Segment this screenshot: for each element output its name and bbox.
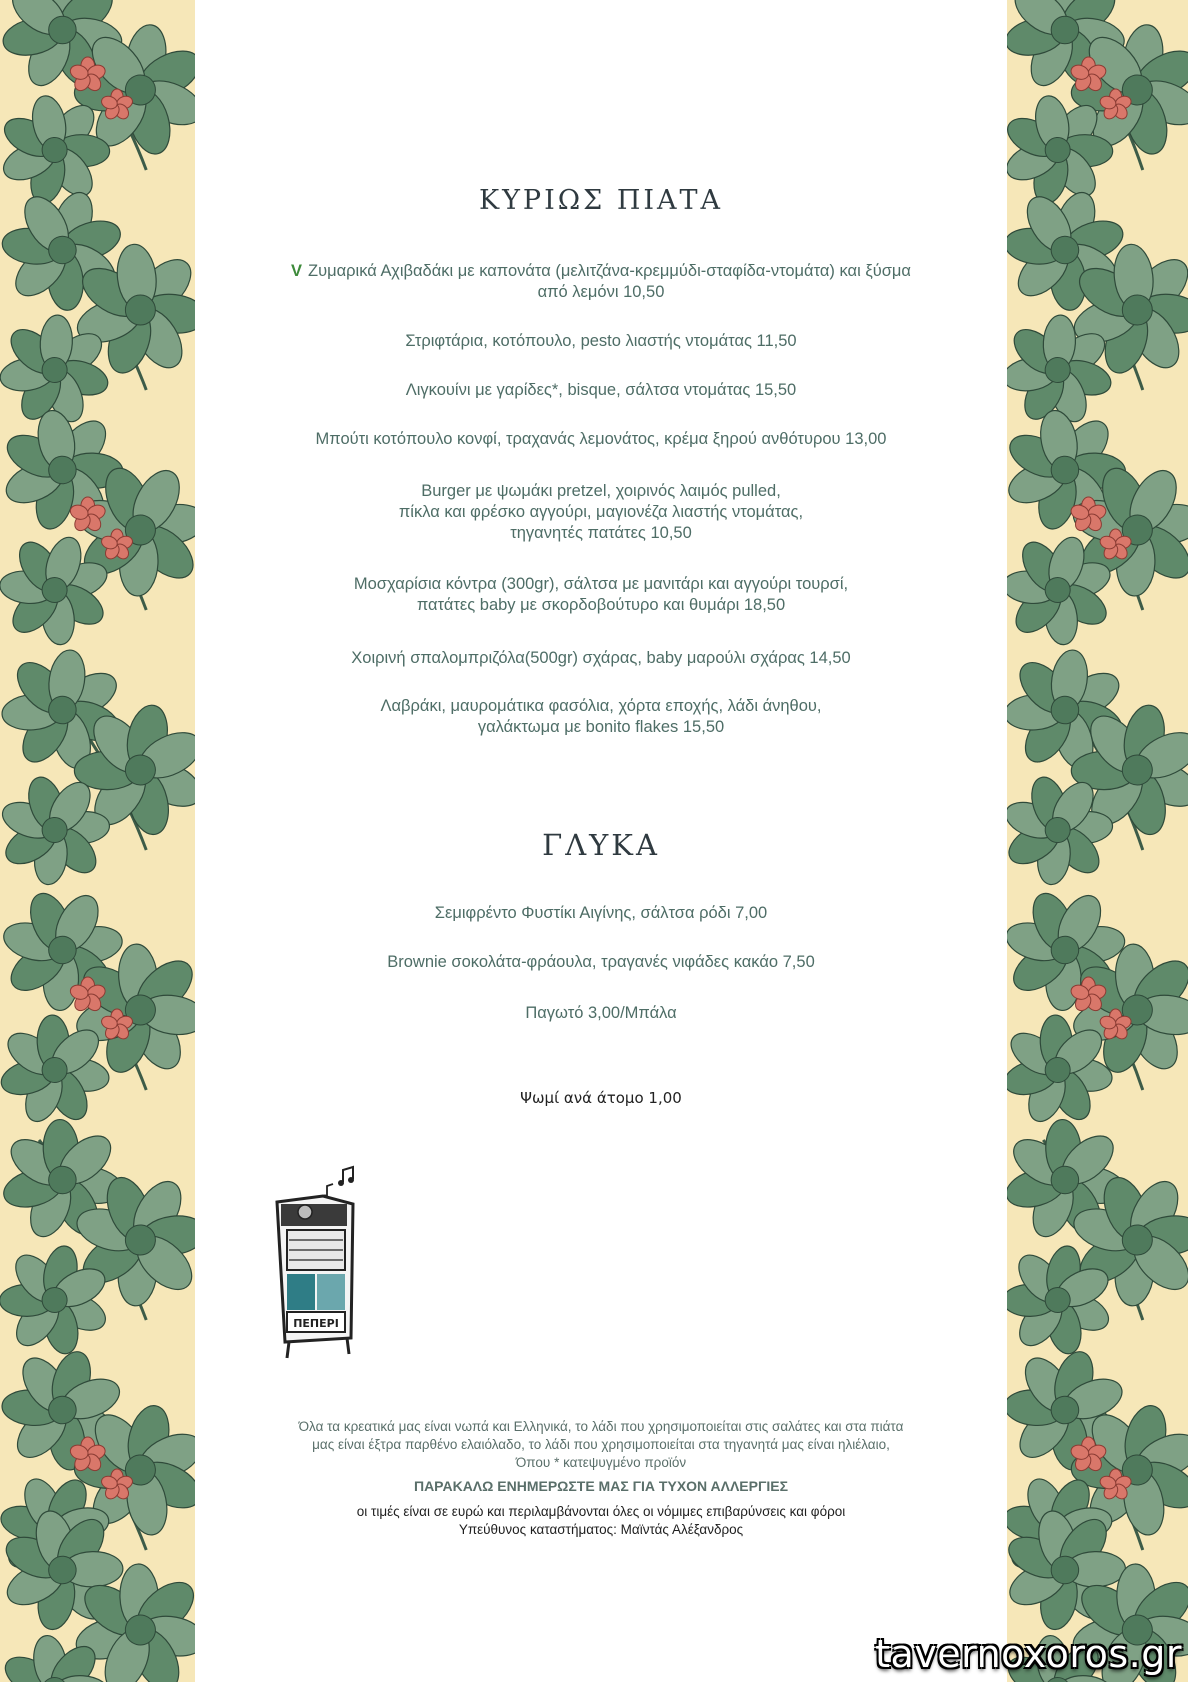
menu-item: Λιγκουίνι με γαρίδες*, bisque, σάλτσα ντομάτας 15,50 <box>405 381 797 399</box>
watermark: tavernoxoros.gr <box>875 1632 1182 1676</box>
ingredient-note: Όλα τα κρεατικά μας είναι νωπά και Ελληνικά, το λάδι που χρησιμοποιείται στις σαλάτες και στα πιάτα μας είναι έξτρα παρθένο ελαιόλαδο, το λάδι που χρησιμοποιείται στα τηγανητά μας είναι ηλιέλαιο, Όπου * κατεψυγμένο προϊόν <box>298 1419 904 1470</box>
menu-item: Burger με ψωμάκι pretzel, χοιρινός λαιμός pulled, πίκλα και φρέσκο αγγούρι, μαγιονέζα λιαστής ντομάτας, τηγανητές πατάτες 10,50 <box>398 482 804 542</box>
right-floral-border <box>1007 0 1188 1682</box>
floral-pattern-right <box>1007 0 1188 1682</box>
left-floral-border <box>0 0 195 1682</box>
menu-item: V Ζυμαρικά Αχιβαδάκι με καπονάτα (μελιτζάνα-κρεμμύδι-σταφίδα-ντομάτα) και ξύσμα από λεμόνι 10,50 <box>291 262 911 301</box>
menu-item: Λαβράκι, μαυρομάτικα φασόλια, χόρτα εποχής, λάδι άνηθου, γαλάκτωμα με bonito flakes 15,50 <box>380 697 822 736</box>
desserts-heading: ΓΛΥΚΑ <box>542 828 660 862</box>
menu-item: Μοσχαρίσια κόντρα (300gr), σάλτσα με μανιτάρι και αγγούρι τουρσί, πατάτες baby με σκορδοβούτυρο και θυμάρι 18,50 <box>353 575 849 614</box>
legal-note: οι τιμές είναι σε ευρώ και περιλαμβάνονται όλες οι νόμιμες επιβαρύνσεις και φόροι Υπεύθυνος καταστήματος: Μαϊντάς Αλέξανδρος <box>356 1504 846 1537</box>
menu-item: Παγωτό 3,00/Μπάλα <box>525 1004 677 1022</box>
main-courses-heading: ΚΥΡΙΩΣ ΠΙΑΤΑ <box>478 185 724 216</box>
menu-item: Μπούτι κοτόπουλο κονφί, τραχανάς λεμονάτος, κρέμα ξηρού ανθότυρου 13,00 <box>315 430 887 448</box>
menu-item: Σεμιφρέντο Φυστίκι Αιγίνης, σάλτσα ρόδι 7,00 <box>434 904 768 922</box>
vegan-mark-icon: V <box>291 262 303 280</box>
menu-item: Brownie σοκολάτα-φράουλα, τραγανές νιφάδες κακάο 7,50 <box>387 953 815 971</box>
menu-content <box>195 0 1007 1682</box>
menu-item: Στριφτάρια, κοτόπουλο, pesto λιαστής ντομάτας 11,50 <box>405 332 797 350</box>
floral-pattern-left <box>0 0 195 1682</box>
logo-text: ΠΕΠΕΡΙ <box>293 1317 339 1330</box>
bread-price: Ψωμί ανά άτομο 1,00 <box>520 1089 682 1107</box>
menu-item: Χοιρινή σπαλομπριζόλα(500gr) σχάρας, baby μαρούλι σχάρας 14,50 <box>351 649 851 667</box>
allergy-notice: ΠΑΡΑΚΑΛΩ ΕΝΗΜΕΡΩΣΤΕ ΜΑΣ ΓΙΑ ΤΥΧΟΝ ΑΛΛΕΡΓΙΕΣ <box>413 1478 789 1494</box>
jukebox-icon <box>265 1160 385 1360</box>
